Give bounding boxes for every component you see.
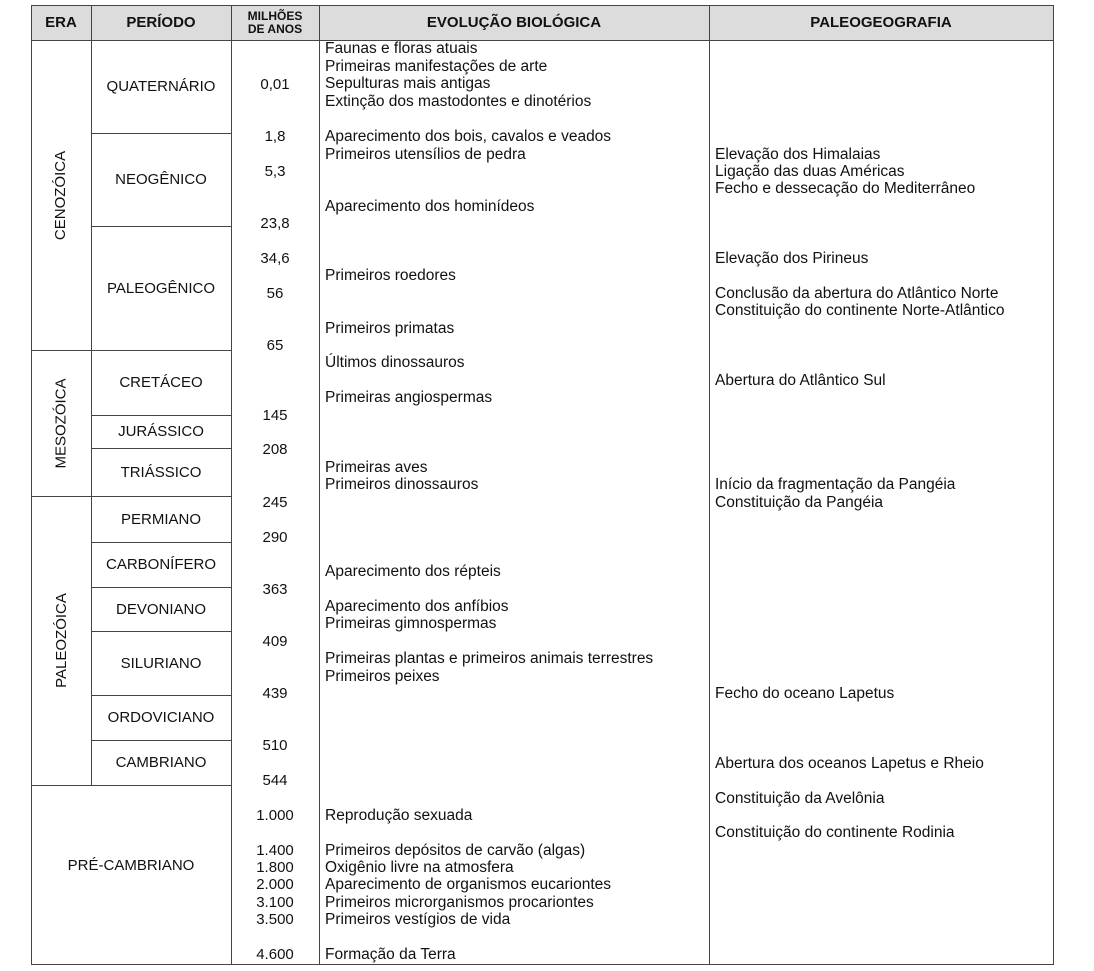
mya-value: 5,3 xyxy=(264,163,286,180)
evolucao-item: Primeiros depósitos de carvão (algas) xyxy=(325,842,586,859)
mya-value: 145 xyxy=(262,407,288,424)
paleogeografia-item: Conclusão da abertura do Atlântico Norte xyxy=(715,285,999,302)
evolucao-item: Aparecimento dos hominídeos xyxy=(325,198,535,215)
header-milhoes-de-anos xyxy=(231,5,319,40)
mya-value: 544 xyxy=(262,772,288,789)
evolucao-item: Extinção dos mastodontes e dinotérios xyxy=(325,93,592,110)
paleogeografia-item: Início da fragmentação da Pangéia xyxy=(715,476,956,493)
evolucao-item: Primeiras gimnospermas xyxy=(325,615,497,632)
paleogeografia-item: Elevação dos Himalaias xyxy=(715,146,881,163)
evolucao-item: Oxigênio livre na atmosfera xyxy=(325,859,514,876)
mya-value: 290 xyxy=(262,529,288,546)
evolucao-item: Faunas e floras atuais xyxy=(325,40,478,57)
period-jurassico: JURÁSSICO xyxy=(118,423,204,440)
evolucao-item: Formação da Terra xyxy=(325,946,456,963)
paleogeografia-item: Abertura dos oceanos Lapetus e Rheio xyxy=(715,755,984,772)
paleogeografia-item: Constituição da Avelônia xyxy=(715,790,885,807)
period-triassico: TRIÁSSICO xyxy=(120,463,202,481)
line-evolucao-paleo xyxy=(709,5,710,965)
evolucao-item: Primeiros microrganismos procariontes xyxy=(325,894,594,911)
period-ordoviciano: ORDOVICIANO xyxy=(107,709,215,726)
evolucao-item: Primeiros dinossauros xyxy=(325,476,479,493)
mya-value: 4.600 xyxy=(256,946,294,963)
mya-value: 3.500 xyxy=(256,911,294,928)
period-permiano: PERMIANO xyxy=(120,510,201,528)
border-top xyxy=(31,5,1054,6)
era-cenozoica-label: CENOZÓICA xyxy=(52,150,70,240)
header-era: ERA xyxy=(31,5,91,40)
era-precambriano: PRÉ-CAMBRIANO xyxy=(67,856,195,874)
mya-value: 208 xyxy=(262,441,288,458)
era-mesozoica xyxy=(31,350,91,496)
period-paleogenico: PALEOGÊNICO xyxy=(106,279,216,297)
evolucao-item: Primeiras plantas e primeiros animais terrestres xyxy=(325,650,654,667)
mya-value: 1.400 xyxy=(256,842,294,859)
mya-value: 0,01 xyxy=(260,76,290,93)
evolucao-item: Aparecimento dos anfíbios xyxy=(325,598,509,615)
mya-value: 510 xyxy=(262,737,288,754)
era-paleozoica-label: PALEOZÓICA xyxy=(52,593,70,688)
period-cambriano: CAMBRIANO xyxy=(115,754,207,771)
header-paleogeografia: PALEOGEOGRAFIA xyxy=(709,5,1053,40)
border-bottom xyxy=(31,964,1054,965)
evolucao-item: Primeiros peixes xyxy=(325,668,440,685)
paleogeografia-item: Constituição da Pangéia xyxy=(715,494,884,511)
border-right xyxy=(1053,5,1054,965)
mya-value: 1.000 xyxy=(256,807,294,824)
header-periodo: PERÍODO xyxy=(91,5,231,40)
era-cenozoica xyxy=(31,40,91,350)
evolucao-item: Primeiras manifestações de arte xyxy=(325,58,548,75)
mya-value: 23,8 xyxy=(260,215,290,232)
period-siluriano: SILURIANO xyxy=(120,654,202,672)
evolucao-item: Primeiras angiospermas xyxy=(325,389,493,406)
era-mesozoica-label: MESOZÓICA xyxy=(52,377,70,469)
paleogeografia-item: Abertura do Atlântico Sul xyxy=(715,372,886,389)
mya-value: 2.000 xyxy=(256,876,294,893)
header-evolucao-biologica: EVOLUÇÃO BIOLÓGICA xyxy=(319,5,709,40)
evolucao-item: Primeiros primatas xyxy=(325,320,455,337)
period-neogenico: NEOGÊNICO xyxy=(115,171,207,188)
line-mya-evolucao xyxy=(319,5,320,965)
evolucao-item: Reprodução sexuada xyxy=(325,807,473,824)
paleogeografia-item: Constituição do continente Norte-Atlântico xyxy=(715,302,1005,319)
paleogeografia-item: Constituição do continente Rodinia xyxy=(715,824,955,841)
era-paleozoica xyxy=(31,496,91,785)
paleogeografia-item: Fecho do oceano Lapetus xyxy=(715,685,895,702)
period-quaternario: QUATERNÁRIO xyxy=(106,78,216,95)
mya-value: 1.800 xyxy=(256,859,294,876)
period-carbonifero: CARBONÍFERO xyxy=(105,556,216,573)
paleogeografia-item: Ligação das duas Américas xyxy=(715,163,905,180)
evolucao-item: Primeiros roedores xyxy=(325,267,456,284)
mya-value: 245 xyxy=(262,494,288,511)
paleogeografia-item: Elevação dos Pirineus xyxy=(715,250,869,267)
mya-value: 34,6 xyxy=(260,250,290,267)
evolucao-item: Aparecimento dos répteis xyxy=(325,563,501,580)
evolucao-item: Aparecimento dos bois, cavalos e veados xyxy=(325,128,612,145)
mya-value: 409 xyxy=(262,633,288,650)
mya-value: 439 xyxy=(262,685,288,702)
period-cretaceo: CRETÁCEO xyxy=(119,374,203,391)
paleogeografia-item: Fecho e dessecação do Mediterrâneo xyxy=(715,180,976,197)
header-milhoes-line2: DE ANOS xyxy=(247,21,303,36)
header-milhoes-line1: MILHÕES xyxy=(247,8,303,23)
period-devoniano: DEVONIANO xyxy=(115,600,206,618)
mya-value: 3.100 xyxy=(256,894,294,911)
mya-value: 56 xyxy=(266,285,284,302)
evolucao-item: Últimos dinossauros xyxy=(325,354,465,371)
evolucao-item: Aparecimento de organismos eucariontes xyxy=(325,876,612,893)
mya-value: 1,8 xyxy=(264,128,286,145)
mya-value: 65 xyxy=(266,337,284,354)
evolucao-item: Primeiras aves xyxy=(325,459,428,476)
mya-value: 363 xyxy=(262,581,288,598)
evolucao-item: Primeiros vestígios de vida xyxy=(325,911,511,928)
evolucao-item: Sepulturas mais antigas xyxy=(325,75,491,92)
evolucao-item: Primeiros utensílios de pedra xyxy=(325,146,526,163)
